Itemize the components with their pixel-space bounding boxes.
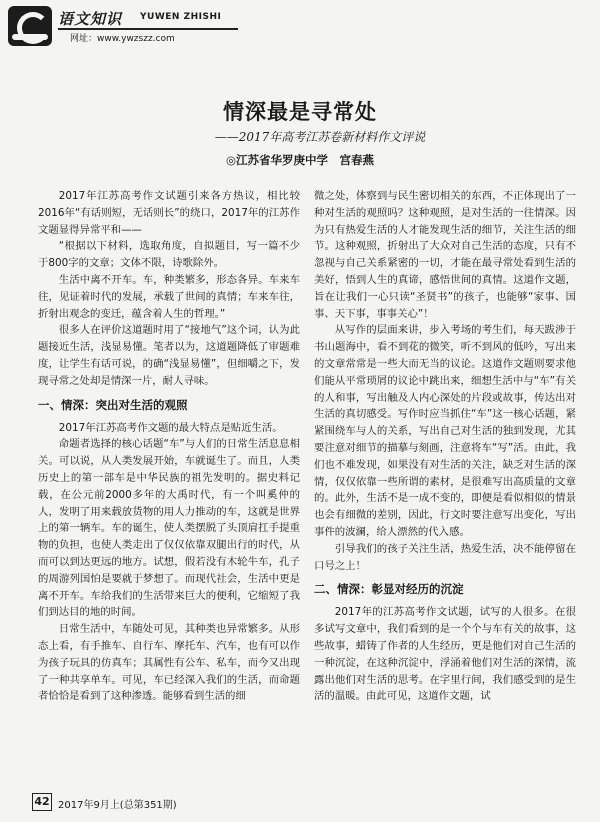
paragraph: “根据以下材料，选取角度，自拟题目，写一篇不少于800字的文章；文体不限，诗歌除外。 — [38, 240, 300, 270]
paragraph: 引导我们的孩子关注生活，热爱生活，决不能停留在口号之上！ — [314, 542, 576, 572]
article-author: ◎江苏省华罗庚中学 宫春燕 — [225, 153, 375, 167]
paragraph: 生活中离不开车。车，种类繁多，形态各异。车来车往，见证着时代的发展，承载了世间的真情；车来车往，折射出观念的变迁，蕴含着人生的哲理。” — [38, 273, 300, 320]
page-footer — [0, 791, 600, 813]
paragraph: 2017年江苏高考作文试题引来各方热议，相比较2016年“有话则短，无话则长”的绕口，2017年的江苏作文题显得异常平和—— — [38, 190, 300, 236]
paragraph: 很多人在评价这道题时用了“接地气”这个词，认为此题接近生活，浅显易懂。笔者以为，这道题降低了审题难度，让学生有话可说，的确“浅显易懂”，但细嚼之下，发现寻常之处却是情深一片，耐人寻味。 — [38, 324, 300, 387]
issue-info: 2017年9月上(总第351期) — [58, 800, 177, 811]
right-column — [314, 188, 576, 705]
paragraph: 2017年江苏高考作文题的最大特点是贴近生活。 — [58, 421, 283, 434]
brand-chinese-name: 语文知识 — [58, 10, 123, 28]
brand-english-name: YUWEN ZHISHI — [140, 12, 222, 22]
page-number: 42 — [32, 793, 52, 811]
article-subtitle: ——2017年高考江苏卷新材料作文评说 — [214, 130, 426, 144]
page-header — [0, 0, 600, 62]
journal-url: 网址：www.ywzszz.com — [70, 34, 175, 44]
paragraph: 从写作的层面来讲，步入考场的考生们，每天跋涉于书山题海中，看不到花的微笑，听不到风的低吟，写出来的文章常常是一些大而无当的议论。这道作文题则要求他们能从平常琐屑的议论中跳出来，细想生活中与“车”有关的人和事，写出触及人内心深处的片段或故事，传达出对生活的真切感受。写作时应当抓住“车”这一核心话题，紧紧围绕车与人的关系，写出自己对生活的独到发现，尤其要注意对细节的描摹与刻画，注意将车“写”活。由此，我们也不难发现，如果没有对生活的关注，缺乏对生活的深情，仅仅依靠一些所谓的素材，是很难写出高质量的文章的。此外，生活不是一成不变的，即便是看似相似的情景也会有细微的差别，因此，行文时要注意写出变化，写出事件的波澜，给人漂然的代入感。 — [314, 324, 576, 538]
paragraph: 命题者选择的核心话题“车”与人们的日常生活息息相关。可以说，从人类发展开始，车就诞生了。而且，人类历史上的第一部车是中华民族的祖先发明的。据史料记载，在公元前2000多年的大禹时代，有一个叫奚仲的人，发明了用来载放货物的用人力推动的车，这就是世界上的第一辆车。车的诞生，使人类摆脱了头顶肩扛手提重物的负担，也使人类走出了仅仅依靠双腿出行的时代，从而可以到达更远的地方。试想，假若没有木轮牛车，孔子的周游列国怕是要就于梦想了。而现代社会，生活中更是离不开车。车给我们的生活带来巨大的便利，它缩短了我们到达目的地的时间。 — [38, 438, 300, 619]
left-column — [38, 188, 300, 705]
article-title: 情深最是寻常处 — [223, 100, 377, 124]
paragraph: 日常生活中，车随处可见，其种类也异常繁多。从形态上看，有手推车、自行车、摩托车、汽车，也有可以作为孩子玩具的仿真车；其属性有公车、私车，而今又出现了一种共享单车。可见，车已经深入我们的生活，而命题者恰恰是看到了这种渗透。能够看到生活的细 — [38, 623, 300, 703]
paragraph: 微之处，体察到与民生密切相关的东西，不正体现出了一种对生活的观照吗？这种观照，是对生活的一往情深。因为只有热爱生活的人才能发现生活的细节，关注生活的细节。这种观照，折射出了大众对自己生活的态度，只有不忽视与自己关系紧密的一切，才能在最寻常处看到生活的美好，悟到人生的真谛，感悟世间的真情。这道作文题，旨在让我们一心只读“圣贤书”的孩子，也能够“家事、国事、天下事，事事关心”！ — [314, 190, 576, 320]
section-heading-1: 一、情深：突出对生活的观照 — [38, 397, 188, 412]
paragraph: 2017年的江苏高考作文试题，试写的人很多。在很多试写文章中，我们看到的是一个个与车有关的故事，这些故事，蜡铸了作者的人生经历，更是他们对自己生活的一种沉淀，在这种沉淀中，浮涌着他们对生活的深情，流露出他们对生活的思考。在字里行间，我们感受到的是生活的温暖。由此可见，这道作文题，试 — [314, 606, 576, 703]
journal-logo — [8, 6, 52, 46]
journal-brand — [58, 8, 238, 30]
section-heading-2: 二、情深：彰显对经历的沉淀 — [314, 582, 464, 597]
